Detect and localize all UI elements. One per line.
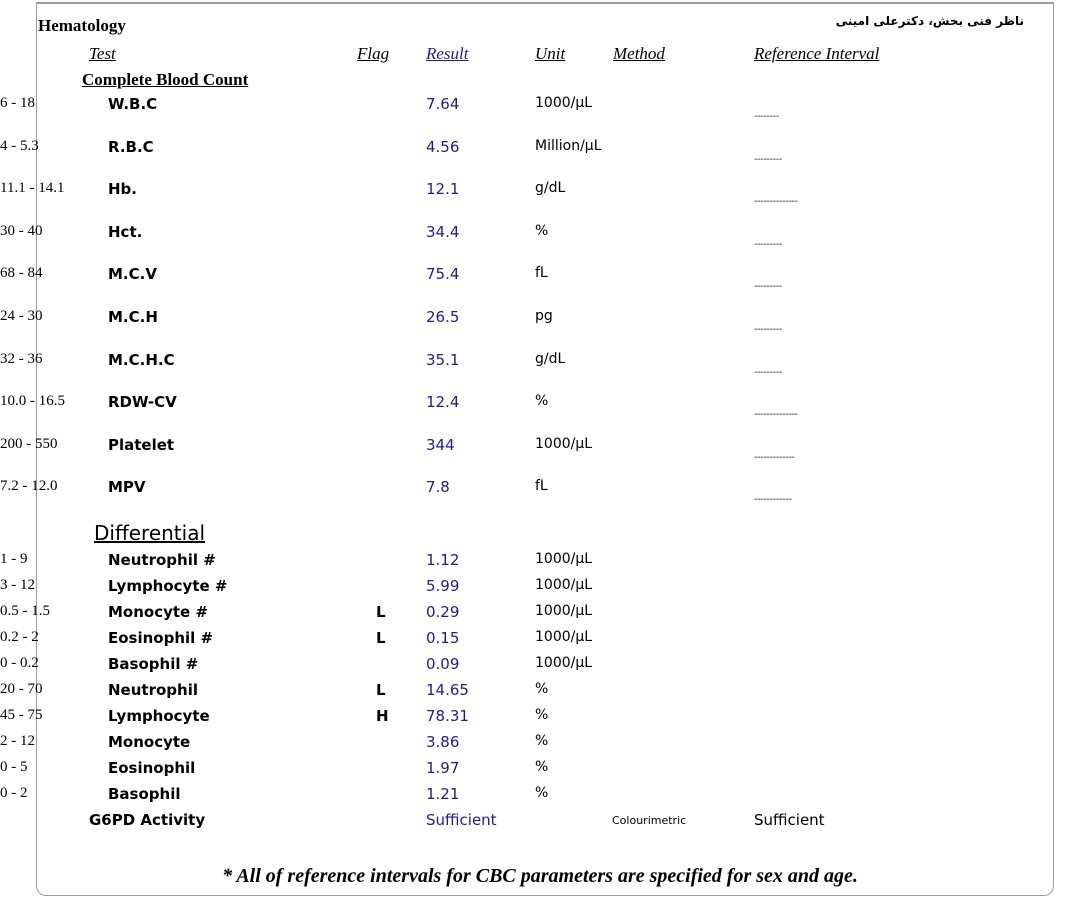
column-header-flag: Flag: [357, 44, 390, 63]
test-name: Neutrophil #: [108, 551, 216, 569]
reference-underline: --------------: [754, 196, 798, 208]
g6pd-method: Colourimetric: [612, 814, 687, 827]
reference-interval: 0 - 5: [0, 759, 28, 775]
test-name: M.C.H.C: [108, 350, 175, 369]
reference-interval: 24 - 30: [0, 308, 43, 324]
table-row: [0, 707, 1080, 731]
reference-underline: ---------: [754, 366, 782, 378]
result-value: 7.64: [426, 95, 460, 113]
test-name: M.C.V: [108, 265, 157, 284]
table-row: [0, 393, 1080, 421]
reference-interval: 68 - 84: [0, 265, 43, 282]
result-value: 7.8: [426, 478, 450, 497]
result-value: 14.65: [426, 681, 469, 699]
test-name: W.B.C: [108, 95, 158, 113]
test-name: Hb.: [108, 180, 137, 199]
test-name: Eosinophil #: [108, 629, 214, 647]
reference-interval: 4 - 5.3: [0, 137, 39, 154]
supervisor-note: ناظر فنی بخش، دکترعلی امینی: [835, 14, 1024, 28]
test-name: Lymphocyte #: [108, 577, 228, 595]
reference-underline: ---------: [754, 153, 782, 165]
result-value: 12.4: [426, 393, 460, 412]
unit: %: [535, 759, 549, 775]
reference-interval: 200 - 550: [0, 435, 58, 452]
column-header-method: Method: [613, 44, 665, 63]
reference-interval: 0.2 - 2: [0, 629, 39, 645]
table-row: [0, 137, 1080, 165]
g6pd-test-name: G6PD Activity: [89, 811, 206, 829]
reference-interval: 0 - 2: [0, 785, 28, 801]
reference-interval: 1 - 9: [0, 551, 28, 567]
flag: L: [376, 603, 386, 621]
test-name: Neutrophil: [108, 681, 198, 699]
test-name: Basophil #: [108, 655, 199, 673]
flag: L: [376, 629, 386, 647]
unit: 1000/µL: [535, 603, 593, 619]
table-row: [0, 265, 1080, 293]
result-value: 34.4: [426, 222, 460, 241]
result-value: 1.97: [426, 759, 460, 777]
result-value: 1.12: [426, 551, 460, 569]
g6pd-reference: Sufficient: [754, 811, 825, 829]
result-value: 0.09: [426, 655, 460, 673]
table-row: [0, 478, 1080, 506]
test-name: Lymphocyte: [108, 707, 210, 725]
unit: 1000/µL: [535, 629, 593, 645]
reference-underline: ---------: [754, 324, 782, 335]
table-row: [0, 95, 1080, 122]
reference-underline: -------------: [754, 451, 795, 463]
table-row: [0, 222, 1080, 250]
reference-interval: 6 - 18: [0, 95, 35, 111]
table-row: [0, 629, 1080, 653]
result-value: 75.4: [426, 265, 460, 284]
section-title: Hematology: [38, 16, 126, 35]
reference-underline: --------------: [754, 409, 798, 421]
unit: fL: [535, 478, 548, 495]
reference-interval: 11.1 - 14.1: [0, 180, 65, 197]
cbc-section-title: Complete Blood Count: [82, 70, 249, 89]
table-row: [0, 350, 1080, 378]
test-name: Hct.: [108, 222, 143, 241]
reference-interval: 10.0 - 16.5: [0, 393, 65, 410]
unit: Million/µL: [535, 137, 602, 154]
reference-interval: 3 - 12: [0, 577, 35, 593]
result-value: 0.15: [426, 629, 460, 647]
unit: %: [535, 733, 549, 749]
unit: fL: [535, 265, 548, 282]
table-row: [0, 577, 1080, 601]
unit: %: [535, 785, 549, 801]
table-row: [0, 435, 1080, 463]
reference-underline: ---------: [754, 281, 782, 293]
column-header-test: Test: [89, 44, 116, 63]
result-value: 26.5: [426, 308, 460, 326]
unit: 1000/µL: [535, 577, 593, 593]
column-header-reference: Reference Interval: [754, 44, 880, 63]
test-name: Platelet: [108, 435, 175, 454]
table-row: [0, 180, 1080, 208]
table-row: [0, 551, 1080, 575]
unit: 1000/µL: [535, 435, 593, 452]
reference-interval: 30 - 40: [0, 222, 43, 239]
result-value: 5.99: [426, 577, 460, 595]
footnote: * All of reference intervals for CBC parameters are specified for sex and age.: [222, 865, 858, 887]
g6pd-row: [0, 811, 1080, 835]
unit: %: [535, 707, 549, 723]
table-row: [0, 681, 1080, 705]
result-value: 1.21: [426, 785, 460, 803]
unit: 1000/µL: [535, 655, 593, 671]
table-row: [0, 655, 1080, 679]
g6pd-result: Sufficient: [426, 811, 497, 829]
unit: 1000/µL: [535, 95, 593, 111]
flag: H: [376, 707, 389, 725]
reference-underline: ------------: [754, 494, 792, 506]
test-name: Monocyte #: [108, 603, 209, 621]
reference-interval: 20 - 70: [0, 681, 43, 697]
reference-interval: 45 - 75: [0, 707, 43, 723]
reference-underline: ---------: [754, 238, 782, 250]
reference-interval: 7.2 - 12.0: [0, 478, 58, 495]
unit: pg: [535, 308, 553, 324]
reference-underline: --------: [754, 111, 779, 122]
reference-interval: 2 - 12: [0, 733, 35, 749]
test-name: Eosinophil: [108, 759, 196, 777]
unit: 1000/µL: [535, 551, 593, 567]
table-row: [0, 733, 1080, 757]
result-value: 78.31: [426, 707, 469, 725]
table-row: [0, 785, 1080, 809]
test-name: MPV: [108, 478, 146, 497]
test-name: M.C.H: [108, 308, 158, 326]
flag: L: [376, 681, 386, 699]
result-value: 4.56: [426, 137, 460, 156]
reference-interval: 32 - 36: [0, 350, 43, 367]
reference-interval: 0.5 - 1.5: [0, 603, 50, 619]
unit: g/dL: [535, 180, 566, 197]
unit: g/dL: [535, 350, 566, 367]
column-header-unit: Unit: [535, 44, 566, 63]
table-row: [0, 759, 1080, 783]
unit: %: [535, 393, 549, 410]
unit: %: [535, 681, 549, 697]
test-name: Basophil: [108, 785, 181, 803]
test-name: Monocyte: [108, 733, 191, 751]
table-row: [0, 308, 1080, 335]
result-value: 0.29: [426, 603, 460, 621]
column-header-result: Result: [426, 44, 469, 63]
test-name: RDW-CV: [108, 393, 177, 412]
reference-interval: 0 - 0.2: [0, 655, 39, 671]
result-value: 12.1: [426, 180, 460, 199]
unit: %: [535, 222, 549, 239]
table-row: [0, 603, 1080, 627]
result-value: 344: [426, 435, 455, 454]
result-value: 3.86: [426, 733, 460, 751]
test-name: R.B.C: [108, 137, 154, 156]
result-value: 35.1: [426, 350, 460, 369]
differential-section-title: Differential: [94, 521, 206, 545]
